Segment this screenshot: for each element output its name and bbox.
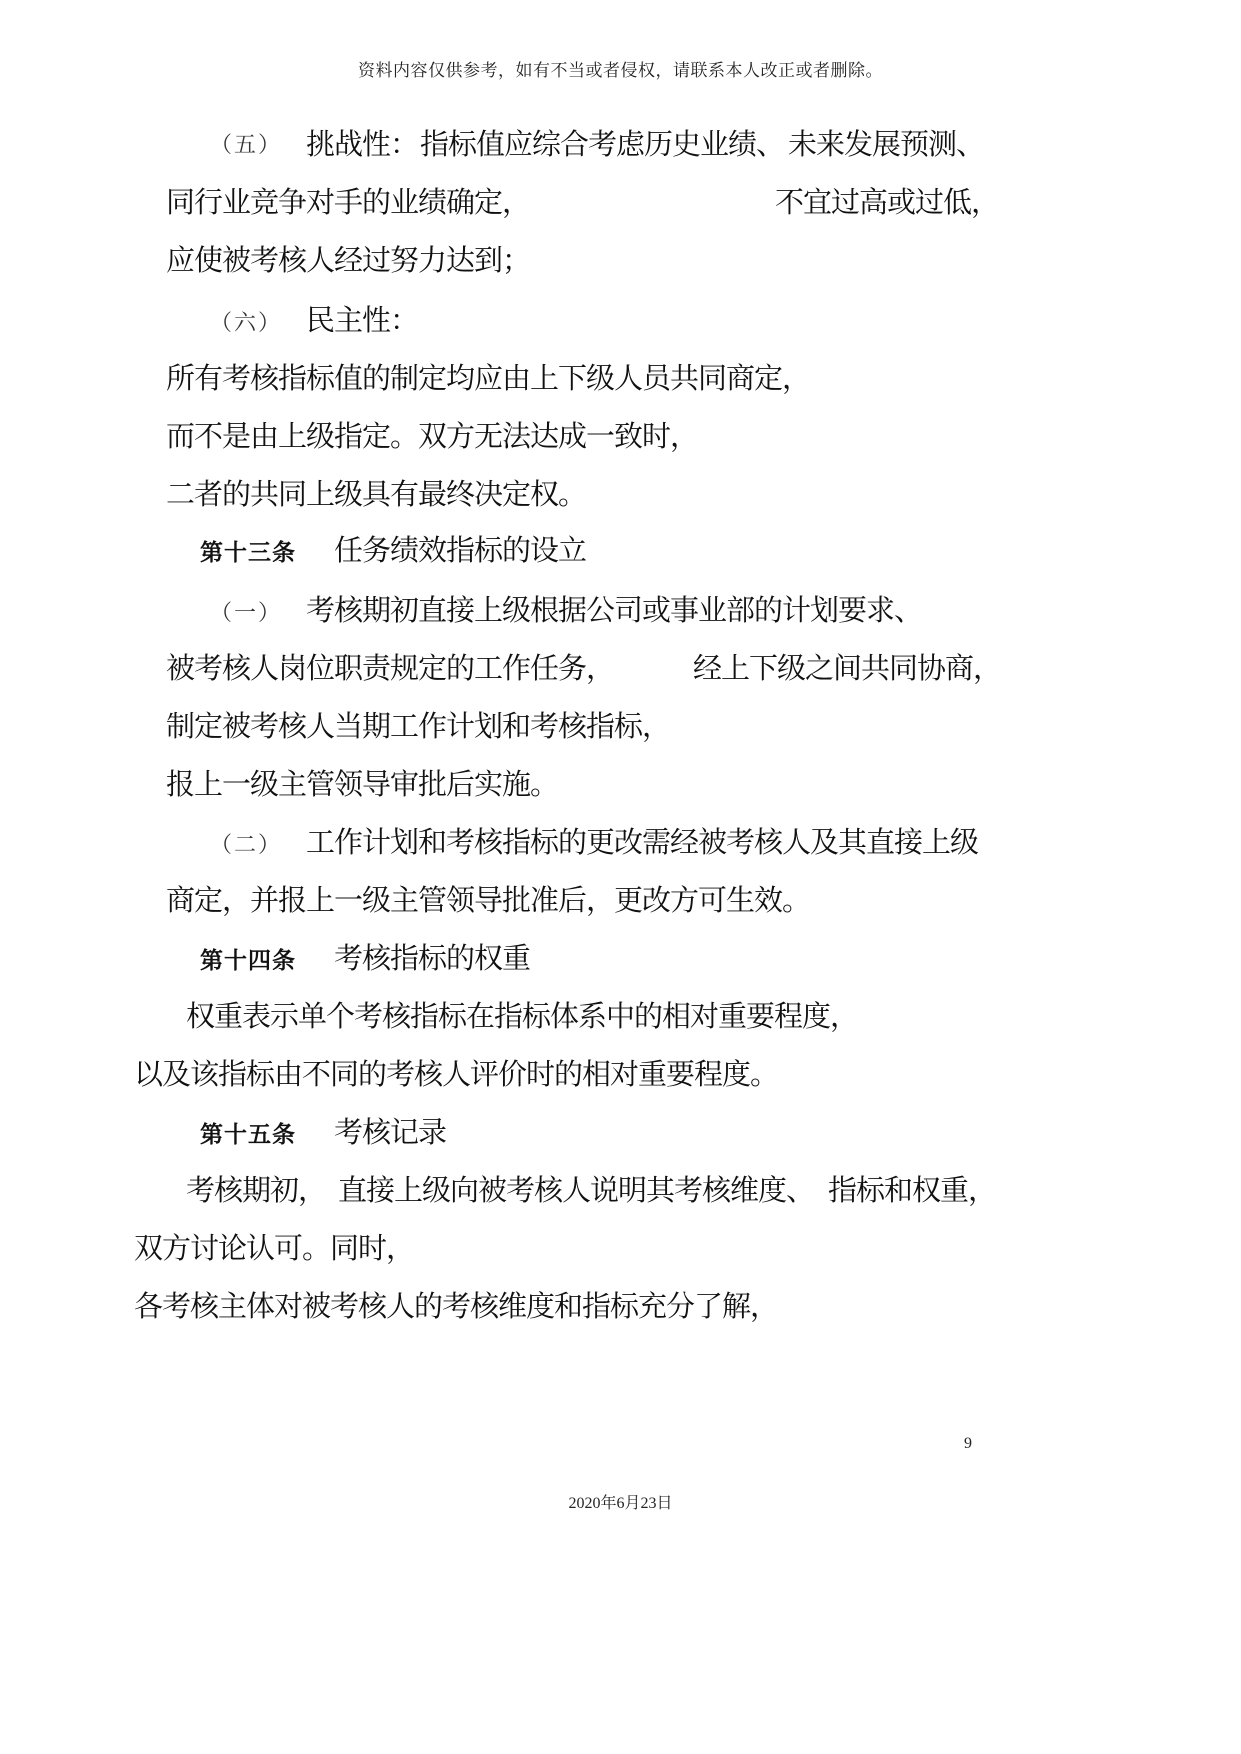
section-5-title: 挑战性： [306,127,419,161]
article-13-item2-number: （二） [210,833,283,858]
section-5-line1-b: 未来发展预测、 [788,127,985,161]
article-13-item2-line2: 商定，并报上一级主管领导批准后，更改方可生效。 [166,883,811,917]
article-13-item1-line4: 报上一级主管领导审批后实施。 [166,767,559,801]
article-13-item1-line3: 制定被考核人当期工作计划和考核指标， [166,709,671,743]
article-13-item1-line1: 考核期初直接上级根据公司或事业部的计划要求、 [306,593,923,627]
header-disclaimer: 资料内容仅供参考，如有不当或者侵权，请联系本人改正或者删除。 [358,61,883,81]
article-15-label: 第十五条 [200,1121,296,1148]
section-6-title: 民主性： [306,303,419,337]
section-5-line3: 应使被考核人经过努力达到； [166,243,531,277]
section-5-number: （五） [210,133,283,158]
article-13-item1-line2-a: 被考核人岗位职责规定的工作任务， [166,651,615,685]
section-6-line2: 而不是由上级指定。双方无法达成一致时， [166,419,699,453]
article-14-line1: 权重表示单个考核指标在指标体系中的相对重要程度， [186,999,859,1033]
section-6-line1: 所有考核指标值的制定均应由上下级人员共同商定， [166,361,811,395]
article-13-item1-line2-b: 经上下级之间共同协商， [693,651,1002,685]
article-14-title: 考核指标的权重 [334,941,531,975]
article-15-line1-b: 直接上级向被考核人说明其考核维度、 [338,1173,815,1207]
section-5-line2-b: 不宜过高或过低， [775,185,1000,219]
section-5-line2-a: 同行业竞争对手的业绩确定， [166,185,531,219]
page-number: 9 [964,1435,972,1452]
article-15-line1-a: 考核期初， [186,1173,327,1207]
section-6-line3: 二者的共同上级具有最终决定权。 [166,477,587,511]
section-5-line1-a: 指标值应综合考虑历史业绩、 [420,127,785,161]
footer-date: 2020年6月23日 [568,1495,673,1512]
article-13-item2-line1: 工作计划和考核指标的更改需经被考核人及其直接上级 [306,825,979,859]
article-15-line3: 各考核主体对被考核人的考核维度和指标充分了解， [134,1289,779,1323]
article-14-label: 第十四条 [200,947,296,974]
article-13-label: 第十三条 [200,539,296,566]
section-6-number: （六） [210,311,283,336]
article-15-line1-c: 指标和权重， [828,1173,997,1207]
article-13-item1-number: （一） [210,601,283,626]
article-15-line2: 双方讨论认可。同时， [134,1231,415,1265]
article-13-title: 任务绩效指标的设立 [334,533,587,567]
article-14-line2: 以及该指标由不同的考核人评价时的相对重要程度。 [134,1057,779,1091]
article-15-title: 考核记录 [334,1115,447,1149]
